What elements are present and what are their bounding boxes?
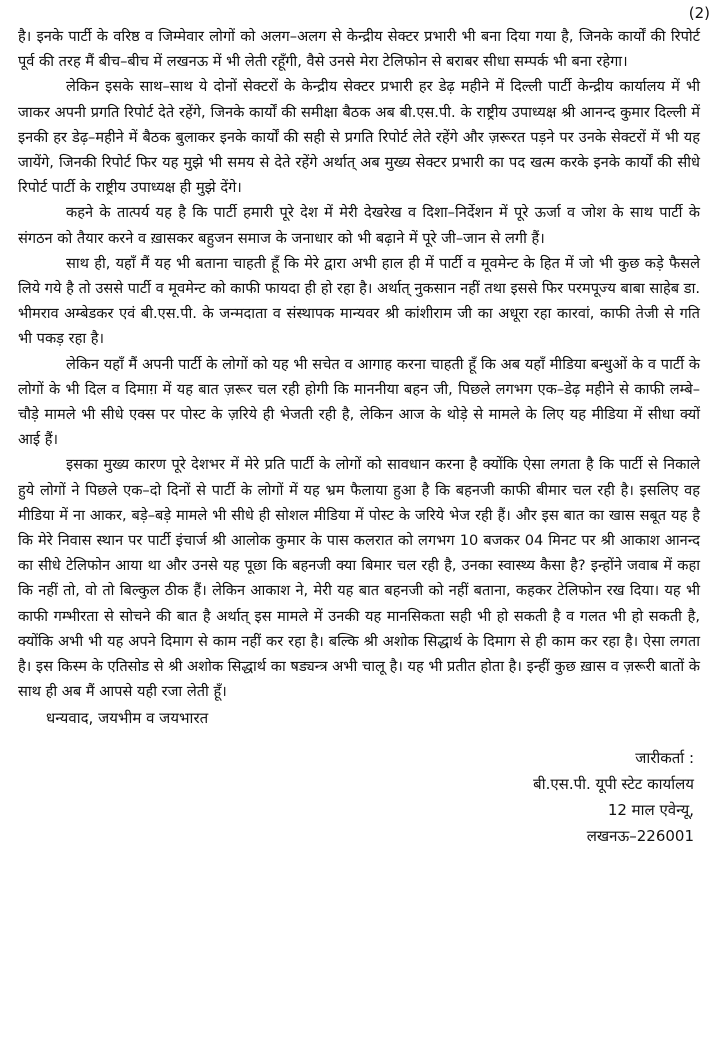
sign-off: धन्यवाद, जयभीम व जयभारत	[46, 709, 209, 728]
issuer-office: बी.एस.पी. यूपी स्टेट कार्यालय	[533, 775, 694, 794]
paragraph-4: साथ ही, यहाँ मैं यह भी बताना चाहती हूँ कि मेरे द्वारा अभी हाल ही में पार्टी व मूवमेन्ट के हित में जो भी कुछ कड़े फैसले लिये गये है तो उससे पार्टी व मूवमेन्ट को काफी फायदा ही हो रहा है। अर्थात् नुकसान नहीं तथा इससे फिर परमपूज्य बाबा साहेब डा. भीमराव अम्बेडकर एवं बी.एस.पी. के जन्मदाता व संस्थापक मान्यवर श्री कांशीराम जी का अधूरा रहा कारवां, काफी तेजी से गति भी पकड़ रहा है।	[18, 254, 700, 348]
issuer-street: 12 माल एवेन्यू,	[607, 801, 694, 820]
issuer-city: लखनऊ–226001	[586, 827, 694, 846]
page-number: (2)	[688, 4, 710, 22]
document-body	[18, 24, 700, 704]
paragraph-6: इसका मुख्य कारण पूरे देशभर में मेरे प्रति पार्टी के लोगों को सावधान करना है क्योंकि ऐसा लगता है कि पार्टी से निकाले हुये लोगों ने पिछले एक–दो दिनों से पार्टी के लोगों में यह भ्रम फैलाया हुआ है कि बहनजी काफी बीमार चल रही है। इसलिए वह मीडिया में ना आकर, बड़े–बड़े मामले भी सीधे ही सोशल मीडिया में पोस्ट के जरिये भेज रही हैं। और इस बात का खास सबूत यह है कि मेरे निवास स्थान पर पार्टी इंचार्ज श्री आलोक कुमार के पास कलरात को लगभग 10 बजकर 04 मिनट पर श्री आकाश आनन्द का सीधे टेलिफोन आया था और उनसे यह पूछा कि बहनजी क्या बिमार चल रही है, उनका स्वास्थ्य कैसा है? इन्होंने जवाब में कहा कि नहीं तो, वो तो बिल्कुल ठीक हैं। लेकिन आकाश ने, मेरी यह बात बहनजी को नहीं बताना, कहकर टेलिफोन रख दिया। यह भी काफी गम्भीरता से सोचने की बात है अर्थात् इस मामले में उनकी यह मानसिकता सही भी हो सकती है व गलत भी हो सकती है, क्योंकि अभी भी यह अपने दिमाग से काम नहीं कर रहा है। बल्कि श्री अशोक सिद्धार्थ के दिमाग से ही काम कर रहा है। ऐसा लगता है। इस किस्म के एतिसोड से श्री अशोक सिद्धार्थ का षड्यन्त्र अभी चालू है। यह भी प्रतीत होता है। इन्हीं कुछ ख़ास व ज़रूरी बातों के साथ ही अब मैं आपसे यही रजा लेती हूँ।	[18, 456, 700, 701]
paragraph-5: लेकिन यहाँ मैं अपनी पार्टी के लोगों को यह भी सचेत व आगाह करना चाहती हूँ कि अब यहाँ मीडिया बन्धुओं के व पार्टी के लोगों के भी दिल व दिमाग़ में यह बात ज़रूर चल रही होगी कि माननीया बहन जी, पिछले लगभग एक–डेढ़ महीने से काफी लम्बे–चौड़े मामले भी सीधे एक्स पर पोस्ट के ज़रिये ही भेजती रही है, लेकिन आज के थोड़े से मामले के लिए यह मीडिया में सीधा क्यों आई हैं।	[18, 355, 700, 449]
issuer-label: जारीकर्ता :	[635, 749, 694, 768]
paragraph-3: कहने के तात्पर्य यह है कि पार्टी हमारी पूरे देश में मेरी देखरेख व दिशा–निर्देशन में पूरे ऊर्जा व जोश के साथ पार्टी के संगठन को तैयार करने व ख़ासकर बहुजन समाज के जनाधार को भी बढ़ाने में पूरे जी–जान से लगी हैं।	[18, 204, 700, 247]
paragraph-2: लेकिन इसके साथ–साथ ये दोनों सेक्टरों के केन्द्रीय सेक्टर प्रभारी हर डेढ़ महीने में दिल्ली पार्टी केन्द्रीय कार्यालय में भी जाकर अपनी प्रगति रिपोर्ट देते रहेंगे, जिनके कार्यों की समीक्षा बैठक अब बी.एस.पी. के राष्ट्रीय उपाध्यक्ष श्री आनन्द कुमार दिल्ली में इनकी हर डेढ़–महीने में बैठक बुलाकर इनके कार्यों की सही से प्रगति रिपोर्ट लेते रहेंगे और ज़रूरत पड़ने पर उनके सेक्टरों में भी यह जायेंगे, जिनकी रिपोर्ट फिर यह मुझे भी समय से देते रहेंगे अर्थात् अब मुख्य सेक्टर प्रभारी का पद खत्म करके इनके कार्यों की सीधे रिपोर्ट पार्टी के राष्ट्रीय उपाध्यक्ष ही मुझे देंगे।	[18, 78, 700, 197]
paragraph-1: है। इनके पार्टी के वरिष्ठ व जिम्मेवार लोगों को अलग–अलग से केन्द्रीय सेक्टर प्रभारी भी बना दिया गया है, जिनके कार्यों की रिपोर्ट पूर्व की तरह मैं बीच–बीच में लखनऊ में भी लेती रहूँगी, वैसे उनसे मेरा टेलिफोन से बराबर सीधा सम्पर्क भी बना रहेगा।	[18, 28, 700, 71]
issuer-block	[18, 745, 700, 849]
